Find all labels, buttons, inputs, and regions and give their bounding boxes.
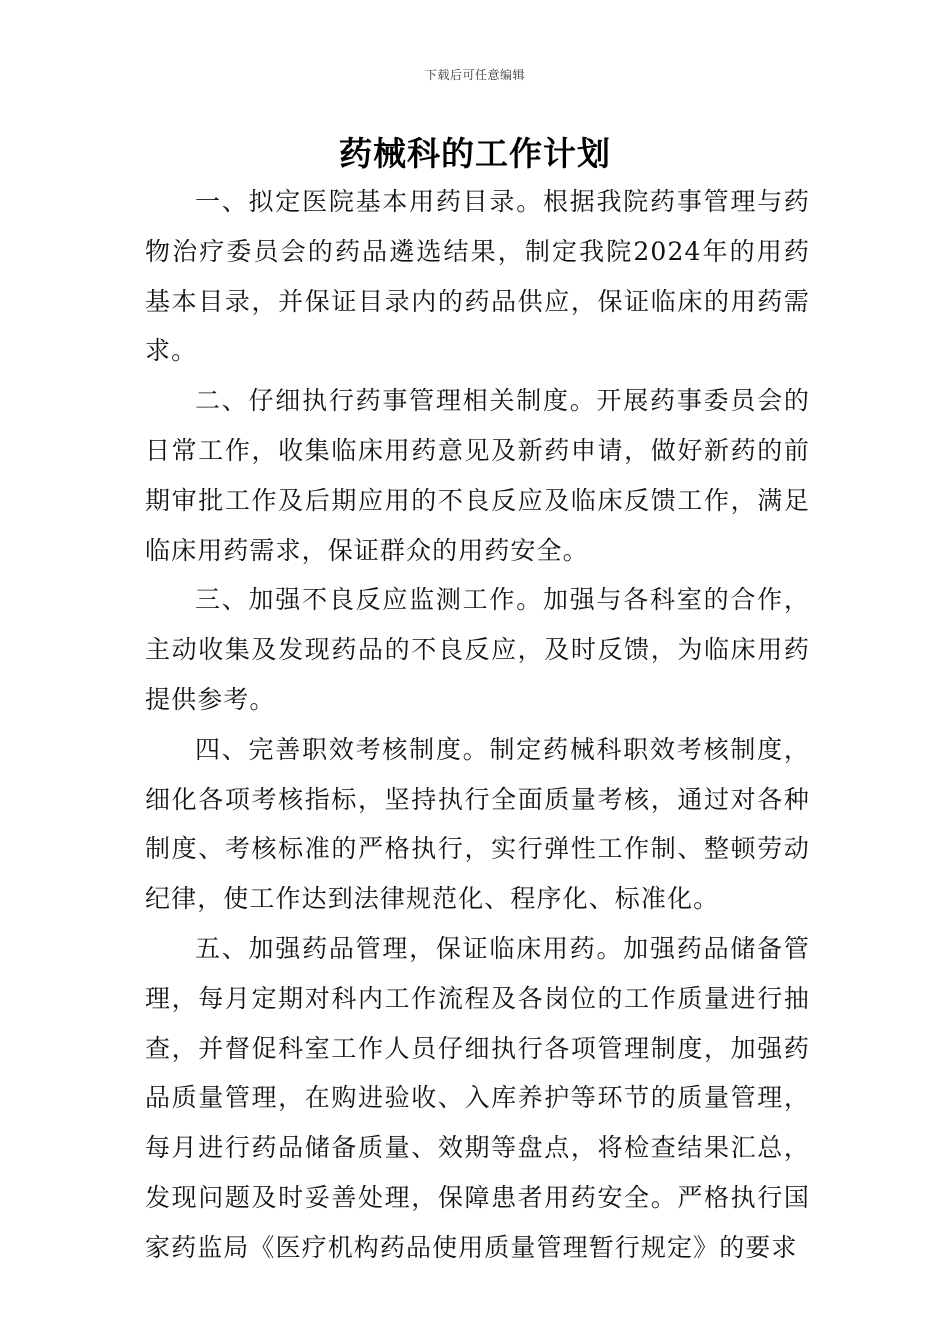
paragraph-5: 五、加强药品管理，保证临床用药。加强药品储备管理，每月定期对科内工作流程及各岗位的工作质量进行抽查，并督促科室工作人员仔细执行各项管理制度，加强药品质量管理，在购进验收、入库养护等环节的质量管理，每月进行药品储备质量、效期等盘点，将检查结果汇总，发现问题及时妥善处理，保障患者用药安全。严格执行国家药监局《医疗机构药品使用质量管理暂行规定》的要求: [145, 933, 810, 1262]
paragraph-4: 四、完善职效考核制度。制定药械科职效考核制度，细化各项考核指标，坚持执行全面质量考核，通过对各种制度、考核标准的严格执行，实行弹性工作制、整顿劳动纪律，使工作达到法律规范化、程序化、标准化。: [145, 734, 810, 914]
paragraph-1: 一、拟定医院基本用药目录。根据我院药事管理与药物治疗委员会的药品遴选结果，制定我院2024年的用药基本目录，并保证目录内的药品供应，保证临床的用药需求。: [145, 187, 810, 366]
document-title: 药械科的工作计划: [339, 134, 611, 173]
paragraph-2: 二、仔细执行药事管理相关制度。开展药事委员会的日常工作，收集临床用药意见及新药申请，做好新药的前期审批工作及后期应用的不良反应及临床反馈工作，满足临床用药需求，保证群众的用药安全。: [145, 386, 810, 565]
document-body: [145, 177, 810, 1273]
paragraph-3: 三、加强不良反应监测工作。加强与各科室的合作，主动收集及发现药品的不良反应，及时反馈，为临床用药提供参考。: [145, 585, 810, 714]
header-note: 下载后可任意编辑: [424, 68, 525, 82]
